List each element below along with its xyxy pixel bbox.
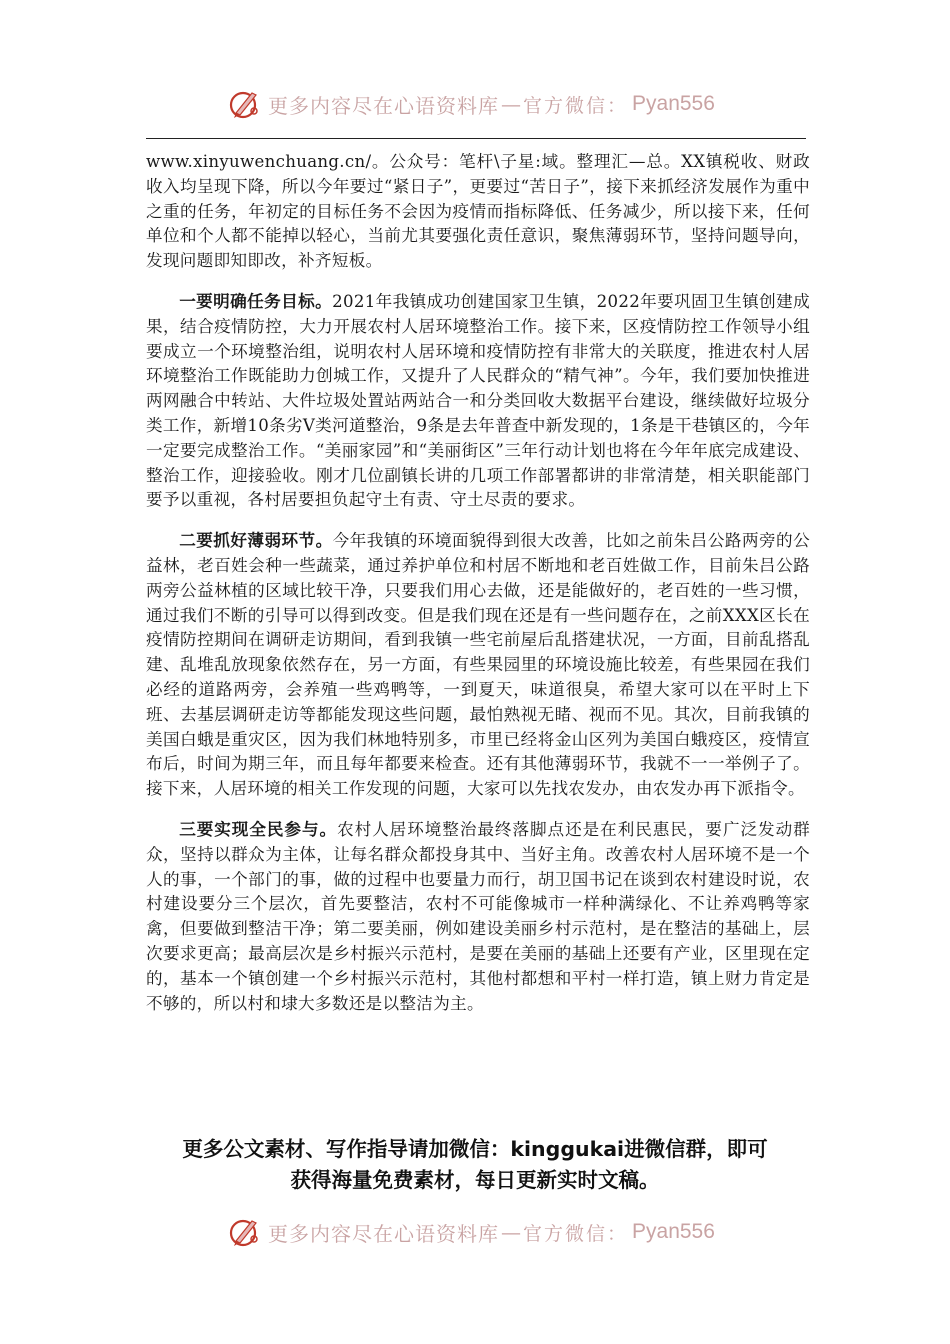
footer-banner <box>0 1212 950 1252</box>
promo-line-2: 获得海量免费素材，每日更新实时文稿。 <box>290 1168 660 1192</box>
paragraph-intro: www.xinyuwenchuang.cn/。公众号：笔杆\子星:域。整理汇—总。XX镇税收、财政收入均呈现下降，所以今年要过“紧日子”，更要过“苦日子”，接下来抓经济发展作为重中之重的任务，年初定的目标任务不会因为疫情而指标降低、任务减少，所以接下来，任何单位和个人都不能掉以轻心，当前尤其要强化责任意识，聚焦薄弱环节，坚持问题导向，发现问题即知即改，补齐短板。 <box>146 152 810 271</box>
header-divider <box>146 138 806 139</box>
footer-wechat-label: 官方微信： <box>523 1222 629 1245</box>
header-banner-inner <box>228 84 715 124</box>
footer-wechat-id: Pyan556 <box>632 1220 715 1243</box>
document-body <box>146 150 810 1016</box>
header-wechat-id: Pyan556 <box>632 92 715 115</box>
quill-pen-logo-icon <box>228 87 262 121</box>
header-banner-title: 更多内容尽在心语资料库 <box>268 93 499 118</box>
paragraph-task-goals <box>146 289 810 513</box>
paragraph-task-goals-text: 2021年我镇成功创建国家卫生镇，2022年要巩固卫生镇创建成果，结合疫情防控，大力开展农村人居环境整治工作。接下来，区疫情防控工作领导小组要成立一个环境整治组，说明农村人居环境和疫情防控有非常大的关联度，推进农村人居环境整治工作既能助力创城工作，又提升了人民群众的“精气神”。今年，我们要加快推进两网融合中转站、大件垃圾处置站两站合一和分类回收大数据平台建设，继续做好垃圾分类工作，新增10条劣V类河道整治，9条是去年普查中新发现的，1条是干巷镇区的，今年一定要完成整治工作。“美丽家园”和“美丽街区”三年行动计划也将在今年年底完成建设、整治工作，迎接验收。刚才几位副镇长讲的几项工作部署都讲的非常清楚，相关职能部门要予以重视，各村居要担负起守土有责、守土尽责的要求。 <box>146 291 811 510</box>
promo-block <box>130 1134 820 1196</box>
paragraph-public-participation-text: 农村人居环境整治最终落脚点还是在利民惠民，要广泛发动群众，坚持以群众为主体，让每名群众都投身其中、当好主角。改善农村人居环境不是一个人的事，一个部门的事，做的过程中也要量力而行，胡卫国书记在谈到农村建设时说，农村建设要分三个层次，首先要整洁，农村不可能像城市一样种满绿化、不让养鸡鸭等家禽，但要做到整洁干净；第二要美丽，例如建设美丽乡村示范村，是在整洁的基础上，层次要求更高；最高层次是乡村振兴示范村，是要在美丽的基础上还要有产业，区里现在定的，基本一个镇创建一个乡村振兴示范村，其他村都想和平村一样打造，镇上财力肯定是不够的，所以村和埭大多数还是以整洁为主。 <box>146 819 810 1013</box>
quill-pen-logo-icon <box>228 1215 262 1249</box>
paragraph-public-participation-lead: 三要实现全民参与。 <box>179 818 338 839</box>
paragraph-weak-links <box>146 528 810 802</box>
header-wechat-label: 官方微信： <box>523 94 629 117</box>
paragraph-task-goals-lead: 一要明确任务目标。 <box>179 290 333 311</box>
promo-line-1: 更多公文素材、写作指导请加微信：kinggukai进微信群，即可 <box>182 1137 768 1161</box>
header-banner-dash: — <box>501 92 521 116</box>
header-banner <box>0 84 950 124</box>
footer-banner-title: 更多内容尽在心语资料库 <box>268 1221 499 1246</box>
footer-banner-dash: — <box>501 1220 521 1244</box>
paragraph-weak-links-text: 今年我镇的环境面貌得到很大改善，比如之前朱吕公路两旁的公益林，老百姓会种一些蔬菜，通过养护单位和村居不断地和老百姓做工作，目前朱吕公路两旁公益林植的区域比较干净，只要我们用心去做，还是能做好的，老百姓的一些习惯，通过我们不断的引导可以得到改变。但是我们现在还是有一些问题存在，之前XXX区长在疫情防控期间在调研走访期间，看到我镇一些宅前屋后乱搭建状况，一方面，目前乱搭乱建、乱堆乱放现象依然存在，另一方面，有些果园里的环境设施比较差，有些果园在我们必经的道路两旁，会养殖一些鸡鸭等，一到夏天，味道很臭，希望大家可以在平时上下班、去基层调研走访等都能发现这些问题，最怕熟视无睹、视而不见。其次，目前我镇的美国白蛾是重灾区，因为我们林地特别多，市里已经将金山区列为美国白蛾疫区，疫情宣布后，时间为期三年，而且每年都要来检查。还有其他薄弱环节，我就不一一举例子了。接下来，人居环境的相关工作发现的问题，大家可以先找农发办，由农发办再下派指令。 <box>146 531 810 799</box>
paragraph-public-participation <box>146 817 810 1016</box>
footer-banner-inner <box>228 1212 715 1252</box>
paragraph-weak-links-lead: 二要抓好薄弱环节。 <box>179 530 333 551</box>
